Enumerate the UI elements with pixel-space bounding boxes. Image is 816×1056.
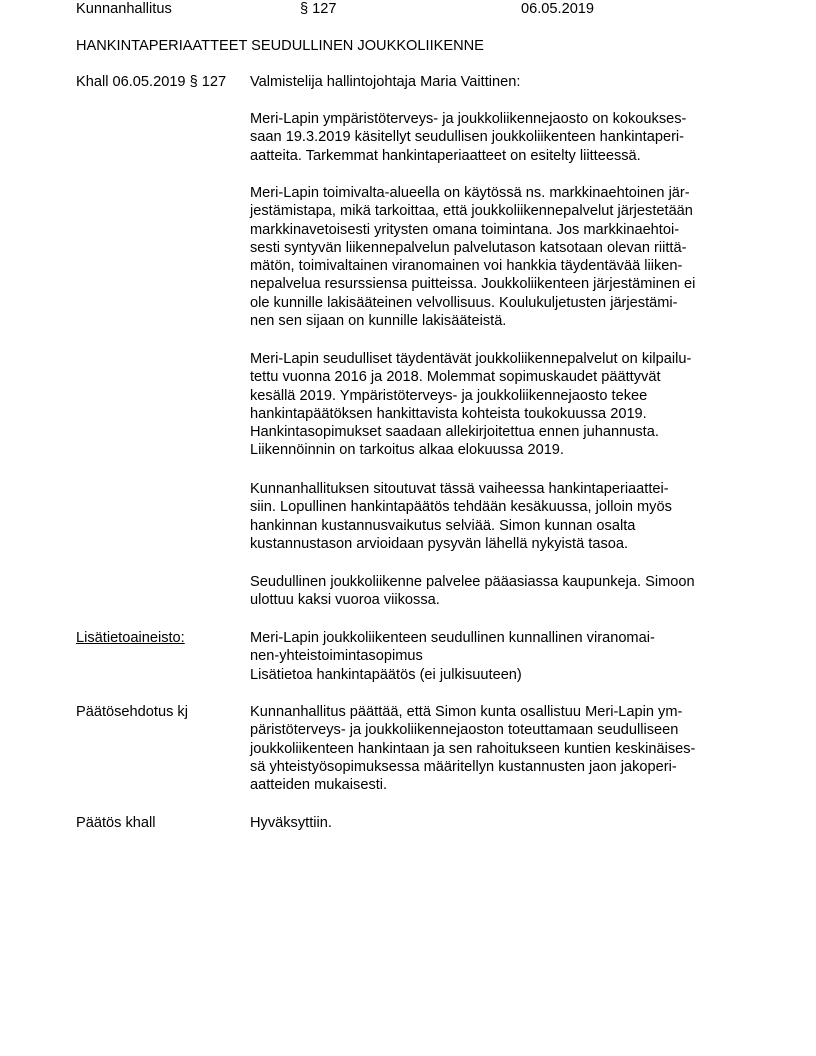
proposal-label: Päätösehdotus kj [76, 704, 188, 720]
header-organization: Kunnanhallitus [76, 1, 172, 17]
additional-info-label: Lisätietoaineisto: [76, 630, 185, 646]
proposal-text: Kunnanhallitus päättää, että Simon kunta osallistuu Meri-Lapin ym- päristöterveys- ja joukkoliikennejaoston toteuttamaan seudulliseen joukkoliikenteen hankintaan ja sen rahoitukseen kuntien keskinäises- sä yhteistyösopimuksessa määritellyn kustannusten jaon jakoperi- aatteiden mukaisesti. [250, 704, 696, 794]
header-section: § 127 [300, 1, 337, 17]
decision-label: Päätös khall [76, 815, 156, 831]
paragraph-1: Meri-Lapin ympäristöterveys- ja joukkoliikennejaosto on kokoukses- saan 19.3.2019 käsitellyt seudullisen joukkoliikenteen hankintaperi- aatteita. Tarkemmat hankintaperiaatteet on esitelty liitteessä. [250, 111, 687, 164]
preparer-line: Valmistelija hallintojohtaja Maria Vaittinen: [250, 74, 521, 90]
header-date: 06.05.2019 [521, 1, 595, 17]
decision-text: Hyväksyttiin. [250, 815, 332, 831]
document-title: HANKINTAPERIAATTEET SEUDULLINEN JOUKKOLIIKENNE [76, 38, 484, 54]
paragraph-4: Kunnanhallituksen sitoutuvat tässä vaiheessa hankintaperiaattei- siin. Lopullinen hankintapäätös tehdään kesäkuussa, jolloin myös hankinnan kustannusvaikutus selviää. Simon kunnan osalta kustannustason arvioidaan pysyvän lähellä nykyistä tasoa. [250, 481, 672, 552]
additional-info-item: Lisätietoa hankintapäätös (ei julkisuuteen) [250, 667, 522, 683]
paragraph-5: Seudullinen joukkoliikenne palvelee pääasiassa kaupunkeja. Simoon ulottuu kaksi vuoroa viikossa. [250, 574, 695, 609]
paragraph-3: Meri-Lapin seudulliset täydentävät joukkoliikennepalvelut on kilpailu- tettu vuonna 2016 ja 2018. Molemmat sopimuskaudet päättyvät kesällä 2019. Ympäristöterveys- ja joukkoliikennejaosto tekee hankintapäätöksen hankittavista kohteista toukokuussa 2019. Hankintasopimukset saadaan allekirjoitettua ennen juhannusta. Liikennöinnin on tarkoitus alkaa elokuussa 2019. [250, 351, 692, 459]
additional-info-item: Meri-Lapin joukkoliikenteen seudullinen kunnallinen viranomai- nen-yhteistoimintasopimus [250, 630, 655, 665]
reference-label: Khall 06.05.2019 § 127 [76, 74, 227, 90]
paragraph-2: Meri-Lapin toimivalta-alueella on käytössä ns. markkinaehtoinen jär- jestämistapa, mikä tarkoittaa, että joukkoliikennepalvelut järjestetään markkinavetoisesti yritysten omana toimintana. Jos markkinaehtoi- sesti syntyvän liikennepalvelun palvelutason katsotaan olevan riittä- mätön, toimivaltainen viranomainen voi hankkia täydentävää liiken- nepalvelua resurssiensa puitteissa. Joukkoliikenteen järjestäminen ei ole kunnille lakisääteinen velvollisuus. Koulukuljetusten järjestämi- nen sen sijaan on kunnille lakisääteistä. [250, 185, 696, 330]
